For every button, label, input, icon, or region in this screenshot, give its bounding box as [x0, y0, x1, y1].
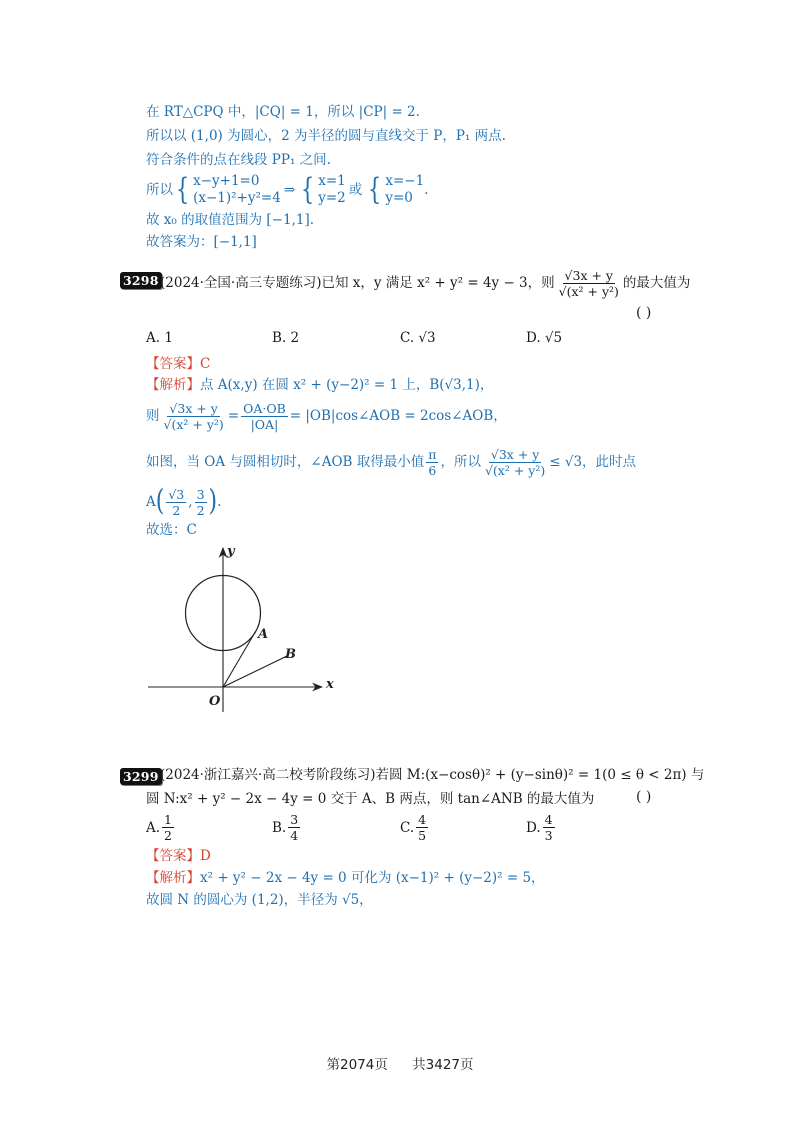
analysis-fraction-b: [241, 401, 288, 432]
fraction-a-den: √(x² + y²): [163, 416, 224, 432]
analysis-3-suffix: ≤ √3，此时点: [549, 454, 637, 470]
point-a-y: [195, 487, 207, 518]
system2-row1: x=1: [318, 173, 346, 189]
or-word: 或: [348, 182, 363, 198]
option-b-3299: [272, 812, 302, 843]
system-period: .: [424, 182, 429, 198]
analysis-line-3: [146, 442, 636, 482]
option-a-den: 2: [164, 828, 172, 843]
solution-line-5: 故 x₀ 的取值范围为 [−1,1].: [146, 212, 315, 228]
label-o: O: [209, 694, 221, 709]
total-pages: 共3427页: [412, 1057, 474, 1073]
analysis-3-prefix: 如图，当 OA 与圆相切时，∠AOB 取得最小值: [146, 454, 425, 470]
option-c-3299: [400, 812, 430, 843]
system1-row2: (x−1)²+y²=4: [193, 190, 281, 206]
solution-line-1: 在 RT△CPQ 中，|CQ| = 1，所以 |CP| = 2.: [146, 104, 420, 120]
fraction-c-den: √(x² + y²): [484, 462, 546, 478]
option-b: B. 2: [272, 330, 300, 346]
page-number: 第2074页: [326, 1057, 388, 1073]
analysis-2-suffix: = |OB|cos∠AOB = 2cos∠AOB，: [289, 408, 507, 424]
analysis-label: 【解析】: [146, 377, 200, 393]
label-a: A: [258, 627, 269, 642]
option-d: D. √5: [526, 330, 563, 346]
option-b-num: 3: [290, 812, 299, 827]
analysis-3299-line-1: [146, 868, 545, 888]
option-c-den: 5: [418, 828, 427, 843]
system-prefix: 所以: [146, 182, 173, 198]
answer-value: C: [200, 356, 211, 372]
point-a-y-num: 3: [196, 486, 205, 502]
solution-line-3: 符合条件的点在线段 PP₁ 之间.: [146, 152, 331, 168]
analysis-3299-text-1: x² + y² − 2x − 4y = 0 可化为 (x−1)² + (y−2)² = 5，: [200, 870, 545, 886]
analysis-3-mid: ，所以: [440, 454, 481, 470]
option-a-letter: A.: [146, 819, 161, 836]
option-d-num: 4: [544, 812, 553, 827]
stem-fraction-denominator: √(x² + y²): [558, 283, 619, 299]
circle-tangent-figure: [140, 540, 340, 720]
answer-label: 【答案】: [146, 356, 200, 372]
analysis-line-1: [146, 375, 493, 395]
option-c-letter: C.: [400, 819, 415, 836]
label-x: x: [326, 677, 334, 692]
question-3298-stem: [160, 264, 690, 302]
option-a-3299: [146, 812, 176, 843]
stem-fraction: [557, 268, 621, 299]
equation-system-3: { x=−1 y=0: [368, 172, 425, 207]
label-y: y: [227, 544, 235, 559]
question-number-badge-3299: 3299: [120, 768, 162, 785]
analysis-3299-line-2: 故圆 N 的圆心为 (1,2)，半径为 √5，: [146, 892, 373, 908]
answer-line: [146, 354, 210, 374]
point-a-x: [166, 487, 186, 518]
analysis-label-3299: 【解析】: [146, 870, 200, 886]
option-a: A. 1: [146, 330, 173, 346]
stem-prefix: (2024·全国·高三专题练习)已知 x，y 满足 x² + y² = 4y − 3，则: [160, 275, 555, 291]
question-3299-stem-line1: (2024·浙江嘉兴·高二校考阶段练习)若圆 M:(x−cosθ)² + (y−sinθ)² = 1(0 ≤ θ < 2π) 与: [160, 767, 705, 783]
system2-row2: y=2: [318, 190, 346, 206]
fraction-b-num: OA·OB: [243, 400, 286, 416]
system1-row1: x−y+1=0: [193, 173, 260, 189]
implies-symbol: ⇒: [283, 182, 296, 198]
answer-blank: ( ): [636, 305, 652, 321]
option-c-num: 4: [418, 812, 427, 827]
fraction-c-num: √3x + y: [490, 446, 540, 462]
point-a-y-den: 2: [196, 502, 205, 518]
option-d-3299: [526, 812, 557, 843]
equation-system-1: { x−y+1=0 (x−1)²+y²=4: [175, 172, 281, 207]
system3-row2: y=0: [385, 190, 413, 206]
analysis-line-2: 则 $\frac{√3x + y}{\text{√(x² + y²)}}$ = $\frac{OA\cdot OB}{|OA|}$ = |OB|cos∠AOB = 2cos∠AOB，: [146, 400, 507, 432]
stem-fraction-numerator: √3x + y: [564, 267, 613, 283]
question-3299-stem-line2: 圆 N:x² + y² − 2x − 4y = 0 交于 A、B 两点，则 tan∠ANB 的最大值为: [146, 791, 595, 807]
fraction-b-den: |OA|: [250, 416, 279, 432]
answer-value-3299: D: [200, 848, 211, 864]
option-b-den: 4: [290, 828, 299, 843]
option-d-letter: D.: [526, 819, 541, 836]
point-a-x-num: √3: [168, 486, 185, 502]
answer-label-3299: 【答案】: [146, 848, 200, 864]
conclusion-line: 故选：C: [146, 522, 197, 538]
solution-line-2: 所以以 (1,0) 为圆心，2 为半径的圆与直线交于 P，P₁ 两点.: [146, 128, 506, 144]
option-a-num: 1: [164, 812, 172, 827]
analysis-2-prefix: 则: [146, 408, 160, 424]
analysis-text-1: 点 A(x,y) 在圆 x² + (y−2)² = 1 上，B(√3,1)，: [200, 377, 494, 393]
pi-fraction: [426, 447, 438, 478]
option-d-den: 3: [544, 828, 553, 843]
equation-system-2: { x=1 y=2: [300, 172, 346, 207]
answer-blank-3299: ( ): [636, 789, 652, 805]
option-b-letter: B.: [272, 819, 287, 836]
system3-row1: x=−1: [385, 173, 425, 189]
stem-suffix: 的最大值为: [622, 275, 691, 291]
point-a-x-den: 2: [172, 502, 181, 518]
analysis-fraction-c: [483, 447, 547, 478]
point-a-period: .: [217, 494, 222, 510]
answer-line-3299: [146, 846, 211, 866]
point-a-label: A: [146, 494, 156, 510]
option-c: C. √3: [400, 330, 436, 346]
pi-num: π: [428, 446, 437, 462]
analysis-fraction-a: [162, 401, 226, 432]
solution-line-6: 故答案为：[−1,1]: [146, 234, 257, 250]
point-a-line: A ( $\frac{√3}{2}$ , $\frac{3}{2}$ ) .: [146, 485, 222, 518]
page-footer: [0, 1053, 800, 1073]
pi-den: 6: [428, 462, 437, 478]
label-b: B: [285, 647, 296, 662]
question-number-badge: 3298: [120, 272, 162, 289]
solution-system-line: [146, 170, 428, 210]
fraction-a-num: √3x + y: [169, 400, 218, 416]
